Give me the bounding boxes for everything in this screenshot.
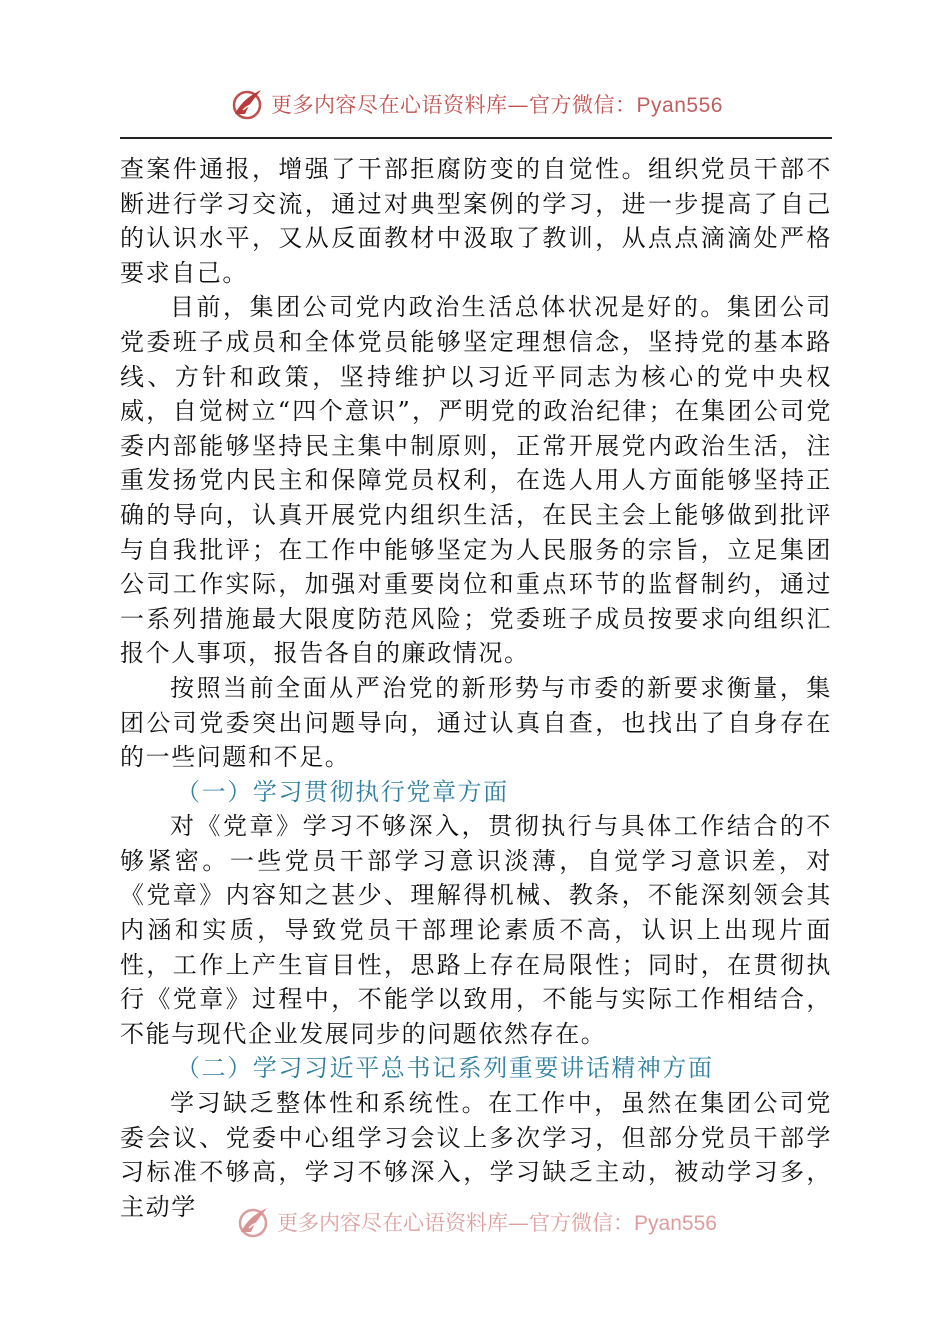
paragraph-body: 学习缺乏整体性和系统性。在工作中，虽然在集团公司党委会议、党委中心组学习会议上多次学习，但部分党员干部学习标准不够高，学习不够深入，学习缺乏主动，被动学习多，主动学 [120,1089,832,1221]
header-wechat-handle: Pyan556 [636,94,723,117]
paragraph-body: 对《党章》学习不够深入，贯彻执行与具体工作结合的不够紧密。一些党员干部学习意识淡薄，自觉学习意识差，对《党章》内容知之甚少、理解得机械、教条，不能深刻领会其内涵和实质，导致党员干部理论素质不高，认识上出现片面性，工作上产生盲目性，思路上存在局限性；同时，在贯彻执行《党章》过程中，不能学以致用，不能与实际工作相结合，不能与现代企业发展同步的问题依然存在。 [120,812,832,1048]
paragraph-continuation: 查案件通报，增强了干部拒腐防变的自觉性。组织党员干部不断进行学习交流，通过对典型案例的学习，进一步提高了自己的认识水平，又从反面教材中汲取了教训，从点点滴滴处严格要求自己。 [120,155,832,287]
footer-banner-text: 更多内容尽在心语资料库—官方微信： [277,1211,635,1235]
header-banner-text: 更多内容尽在心语资料库—官方微信： [271,93,637,117]
page-footer [0,1202,950,1242]
red-bird-emblem-icon [227,84,267,124]
document-body [120,152,832,1224]
page-header [0,82,950,126]
footer-wechat-handle: Pyan556 [634,1212,717,1235]
header-divider [120,137,832,139]
footer-banner [277,1207,717,1237]
paragraph-body: 目前，集团公司党内政治生活总体状况是好的。集团公司党委班子成员和全体党员能够坚定理想信念，坚持党的基本路线、方针和政策，坚持维护以习近平同志为核心的党中央权威，自觉树立“四个意识”，严明党的政治纪律；在集团公司党委内部能够坚持民主集中制原则，正常开展党内政治生活，注重发扬党内民主和保障党员权利，在选人用人方面能够坚持正确的导向，认真开展党内组织生活，在民主会上能够做到批评与自我批评；在工作中能够坚定为人民服务的宗旨，立足集团公司工作实际，加强对重要岗位和重点环节的监督制约，通过一系列措施最大限度防范风险；党委班子成员按要求向组织汇报个人事项，报告各自的廉政情况。 [120,293,832,668]
header-banner [271,89,723,119]
section-heading: （一）学习贯彻执行党章方面 [176,777,509,806]
red-bird-emblem-icon [233,1202,273,1242]
section-heading: （二）学习习近平总书记系列重要讲话精神方面 [176,1054,714,1083]
paragraph-body: 按照当前全面从严治党的新形势与市委的新要求衡量，集团公司党委突出问题导向，通过认真自查，也找出了自身存在的一些问题和不足。 [120,673,832,772]
